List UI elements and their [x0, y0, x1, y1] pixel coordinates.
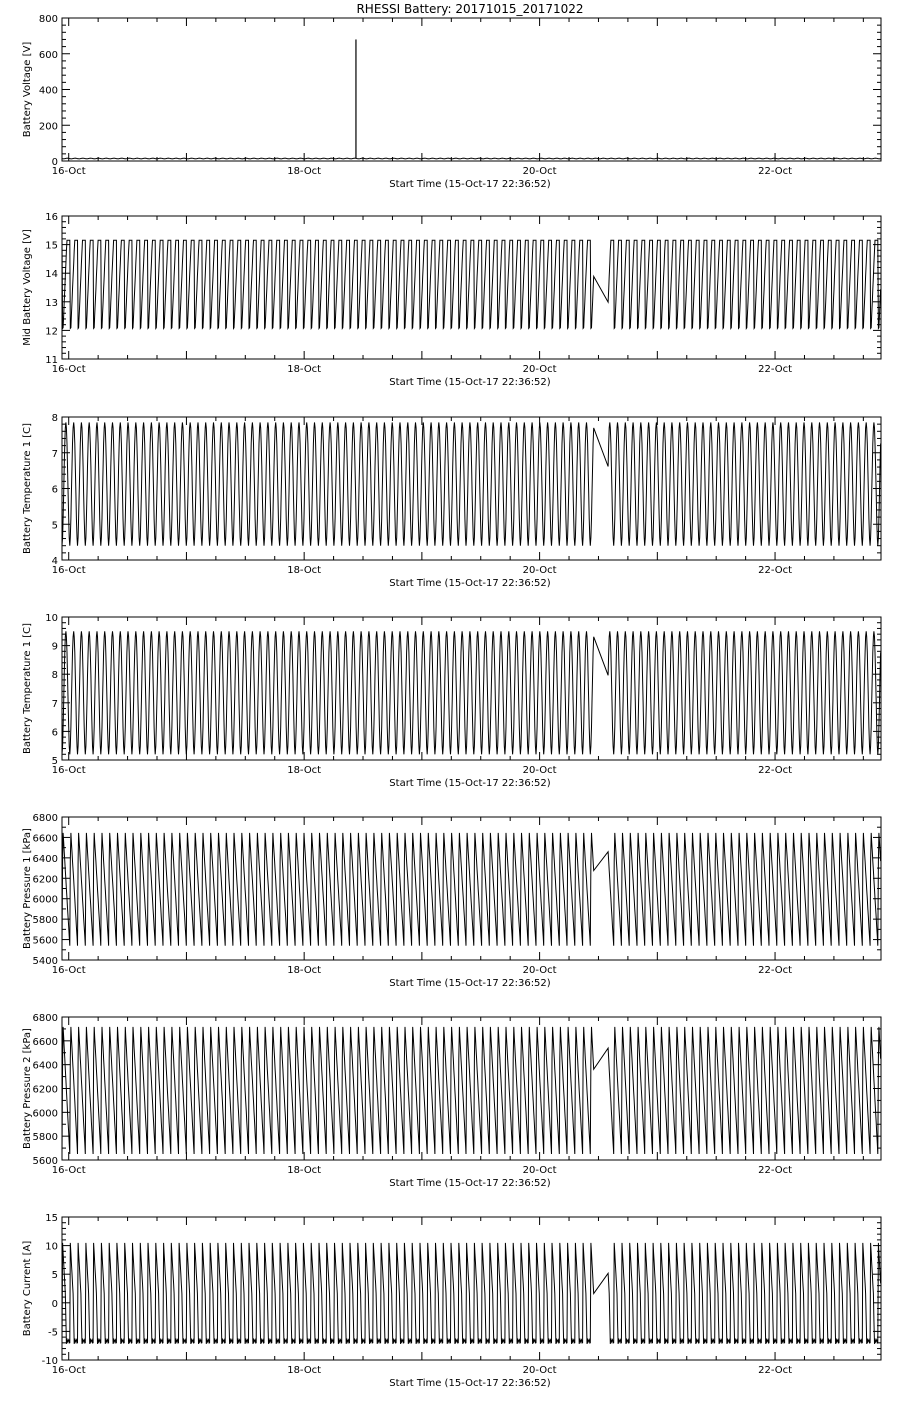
- x-tick-label: 16-Oct: [51, 965, 86, 976]
- chart-title: RHESSI Battery: 20171015_20171022: [356, 2, 584, 16]
- series-line-6: [62, 1027, 881, 1154]
- y-tick-label: 8: [51, 670, 58, 682]
- y-tick-label: 14: [45, 269, 58, 281]
- x-tick-label: 16-Oct: [51, 1165, 86, 1176]
- x-tick-label: 16-Oct: [51, 765, 86, 776]
- y-tick-label: 6000: [32, 894, 58, 906]
- y-axis-label: Battery Voltage [V]: [22, 41, 33, 138]
- y-tick-label: 6400: [32, 1060, 58, 1072]
- y-tick-label: 0: [51, 157, 58, 168]
- plot-frame-2: [62, 216, 881, 359]
- y-axis-label: Battery Pressure 2 [kPa]: [22, 1028, 33, 1149]
- x-axis-label: Start Time (15-Oct-17 22:36:52): [389, 179, 551, 190]
- y-tick-label: 5800: [32, 915, 58, 927]
- x-tick-label: 18-Oct: [287, 364, 322, 375]
- y-tick-label: 4: [51, 556, 58, 567]
- y-tick-label: 5: [51, 756, 58, 767]
- y-axis-label: Battery Current [A]: [22, 1240, 33, 1337]
- y-tick-label: 6: [51, 727, 58, 739]
- x-tick-label: 20-Oct: [522, 965, 557, 976]
- y-tick-label: 10: [45, 1241, 58, 1253]
- y-tick-label: -10: [41, 1356, 58, 1367]
- x-axis-label: Start Time (15-Oct-17 22:36:52): [389, 978, 551, 989]
- x-tick-label: 18-Oct: [287, 1365, 322, 1376]
- x-tick-label: 20-Oct: [522, 364, 557, 375]
- x-tick-label: 18-Oct: [287, 166, 322, 177]
- series-line-5: [62, 833, 881, 946]
- series-line-2: [62, 240, 881, 328]
- y-tick-label: 5: [51, 520, 58, 532]
- x-tick-label: 20-Oct: [522, 1165, 557, 1176]
- x-tick-label: 16-Oct: [51, 1365, 86, 1376]
- x-axis-label: Start Time (15-Oct-17 22:36:52): [389, 377, 551, 388]
- x-axis-label: Start Time (15-Oct-17 22:36:52): [389, 1378, 551, 1389]
- x-tick-label: 22-Oct: [758, 1165, 793, 1176]
- y-tick-label: 6600: [32, 1036, 58, 1048]
- y-tick-label: 5600: [32, 1156, 58, 1167]
- y-tick-label: 9: [51, 641, 58, 653]
- y-tick-label: 6: [51, 484, 58, 496]
- x-tick-label: 16-Oct: [51, 565, 86, 576]
- y-tick-label: 6200: [32, 874, 58, 886]
- y-tick-label: 0: [51, 1298, 58, 1310]
- y-tick-label: 800: [38, 14, 58, 25]
- x-tick-label: 18-Oct: [287, 965, 322, 976]
- x-tick-label: 22-Oct: [758, 166, 793, 177]
- y-tick-label: 6000: [32, 1108, 58, 1120]
- plot-frame-1: [62, 18, 881, 161]
- x-tick-label: 22-Oct: [758, 765, 793, 776]
- y-axis-label: Battery Temperature 1 [C]: [22, 422, 33, 555]
- y-tick-label: 5: [51, 1270, 58, 1282]
- series-line-7: [62, 1243, 881, 1344]
- y-tick-label: 6800: [32, 813, 58, 824]
- series-line-1: [62, 158, 881, 159]
- y-tick-label: 5800: [32, 1132, 58, 1144]
- x-axis-label: Start Time (15-Oct-17 22:36:52): [389, 1178, 551, 1189]
- x-tick-label: 22-Oct: [758, 1365, 793, 1376]
- x-axis-label: Start Time (15-Oct-17 22:36:52): [389, 578, 551, 589]
- y-tick-label: -5: [48, 1327, 58, 1339]
- y-tick-label: 16: [45, 212, 58, 223]
- y-tick-label: 15: [45, 240, 58, 252]
- x-tick-label: 20-Oct: [522, 765, 557, 776]
- series-line-4: [62, 631, 881, 754]
- x-tick-label: 20-Oct: [522, 565, 557, 576]
- y-tick-label: 7: [51, 698, 58, 710]
- x-tick-label: 20-Oct: [522, 1365, 557, 1376]
- x-tick-label: 18-Oct: [287, 765, 322, 776]
- y-axis-label: Mid Battery Voltage [V]: [22, 229, 33, 346]
- y-tick-label: 400: [38, 85, 58, 97]
- x-tick-label: 20-Oct: [522, 166, 557, 177]
- x-tick-label: 18-Oct: [287, 565, 322, 576]
- y-tick-label: 8: [51, 413, 58, 424]
- y-tick-label: 11: [45, 355, 58, 366]
- y-tick-label: 6200: [32, 1084, 58, 1096]
- x-tick-label: 16-Oct: [51, 364, 86, 375]
- x-tick-label: 22-Oct: [758, 364, 793, 375]
- y-tick-label: 6600: [32, 833, 58, 845]
- x-tick-label: 18-Oct: [287, 1165, 322, 1176]
- y-tick-label: 7: [51, 448, 58, 460]
- x-tick-label: 16-Oct: [51, 166, 86, 177]
- y-tick-label: 5400: [32, 956, 58, 967]
- y-tick-label: 600: [38, 49, 58, 61]
- y-tick-label: 15: [45, 1213, 58, 1224]
- x-tick-label: 22-Oct: [758, 565, 793, 576]
- y-tick-label: 200: [38, 121, 58, 133]
- y-tick-label: 10: [45, 613, 58, 624]
- y-tick-label: 5600: [32, 935, 58, 947]
- x-tick-label: 22-Oct: [758, 965, 793, 976]
- y-axis-label: Battery Temperature 1 [C]: [22, 622, 33, 755]
- y-tick-label: 13: [45, 297, 58, 309]
- y-tick-label: 6800: [32, 1013, 58, 1024]
- y-tick-label: 12: [45, 326, 58, 338]
- y-axis-label: Battery Pressure 1 [kPa]: [22, 828, 33, 949]
- series-line-3: [62, 422, 881, 545]
- y-tick-label: 6400: [32, 853, 58, 865]
- x-axis-label: Start Time (15-Oct-17 22:36:52): [389, 778, 551, 789]
